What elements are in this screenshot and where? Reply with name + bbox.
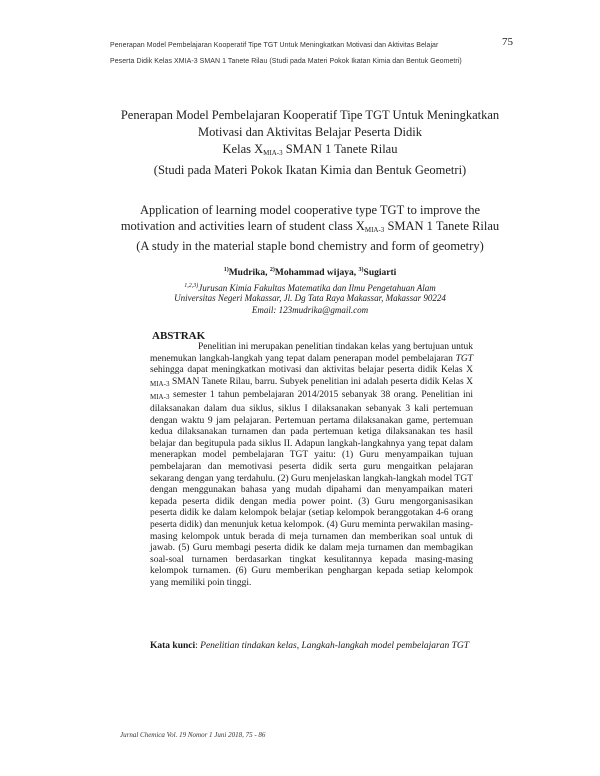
keywords-text: Penelitian tindakan kelas, Langkah-langkah model pembelajaran TGT xyxy=(200,641,470,651)
affiliation-address: Universitas Negeri Makassar, Jl. Dg Tata Raya Makassar, Makassar 90224 xyxy=(174,293,446,303)
abstract-body: Penelitian ini merupakan penelitian tindakan kelas yang bertujuan untuk menemukan langkah-langkah yang tepat dalam penerapan model pembelajaran TGT sehingga dapat meningkatkan motivasi dan aktivitas belajar peserta didik Kelas X $_{MIA-3}$ SMAN Tanete Rilau, barru. Subyek penelitian ini adalah peserta didik Kelas X $_{MIA-3}$ semester 1 tahun pembelajaran 2014/2015 sebanyak 38 orang. Penelitian ini dilaksanakan dalam dua siklus, siklus I dilaksanakan sebanyak 3 kali pertemuan dengan waktu 9 jam pelajaran. Pertemuan pertama dilaksanakan game, pertemuan kedua dilaksanakan turnamen dan pada pertemuan ketiga dilaksanakan tes hasil belajar dan begitupula pada siklus II. Adapun langkah-langkahnya yang tepat dalam menerapkan model pembelajaran TGT yaitu: (1) Guru menyampaikan tujuan pembelajaran dan memotivasi peserta didik serta guru mengaitkan pelajaran sekarang dengan yang terdahulu. (2) Guru menjelaskan langkah-langkah model TGT dengan menggunakan bahasa yang mudah dipahami dan menyampaikan materi kepada peserta didik dengan media power point. (3) Guru mengorganisasikan peserta didik ke dalam kelompok belajar (setiap kelompok beranggotakan 4-6 orang peserta didik) dan menunjuk ketua kelompok. (4) Guru meminta perwakilan masing-masing kelompok untuk berada di meja turnamen dan memberikan soal untuk di jawab. (5) Guru membagi peserta didik ke dalam meja turnamen dan membagikan soal-soal turnamen berdasarkan tingkat kesulitannya kepada masing-masing kelompok turnamen. (6) Guru memberikan penghargan kepada setiap kelompok yang memiliki poin tinggi. xyxy=(150,342,473,588)
keywords: Kata kunci: Penelitian tindakan kelas, Langkah-langkah model pembelajaran TGT xyxy=(150,641,470,651)
paper-title-english xyxy=(100,202,520,254)
running-head-line-2: Peserta Didik Kelas XMIA-3 SMAN 1 Tanete Rilau (Studi pada Materi Pokok Ikatan Kimia dan Bentuk Geometri) xyxy=(110,58,462,65)
title-en-line-3: (A study in the material staple bond chemistry and form of geometry) xyxy=(136,239,484,253)
title-en-line-2: motivation and activities learn of student class $X_{MIA-3}$ SMAN 1 Tanete Rilau xyxy=(120,219,500,234)
running-head-line-1: Penerapan Model Pembelajaran Kooperatif Tipe TGT Untuk Meningkatkan Motivasi dan Aktivitas Belajar xyxy=(110,42,439,49)
title-id-line-1: Penerapan Model Pembelajaran Kooperatif Tipe TGT Untuk Meningkatkan xyxy=(120,108,500,122)
title-en-line-1: Application of learning model cooperative type TGT to improve the xyxy=(139,203,481,217)
paper-title-indonesian xyxy=(100,107,520,179)
page-number: 75 xyxy=(502,36,513,48)
journal-footer: Jurnal Chemica Vol. 19 Nomor 1 Juni 2018, 75 - 86 xyxy=(120,731,266,739)
title-id-line-2: Motivasi dan Aktivitas Belajar Peserta Didik xyxy=(198,125,422,139)
affiliation-email: Email: 123mudrika@gmail.com xyxy=(251,305,369,315)
abstract-heading: ABSTRAK xyxy=(152,330,206,342)
affiliation-department: $^{1,2,3)}$Jurusan Kimia Fakultas Matematika dan Ilmu Pengetahuan Alam xyxy=(184,283,436,293)
author-list: $^{1)}$Mudrika, $^{2)}$Mohammad wijaya, $^{3)}$Sugiarti xyxy=(223,267,397,279)
title-id-line-3: Kelas $X_{MIA-3}$ SMAN 1 Tanete Rilau xyxy=(222,142,398,157)
keywords-label: Kata kunci xyxy=(150,641,196,651)
title-id-line-4: (Studi pada Materi Pokok Ikatan Kimia dan Bentuk Geometri) xyxy=(153,163,467,177)
